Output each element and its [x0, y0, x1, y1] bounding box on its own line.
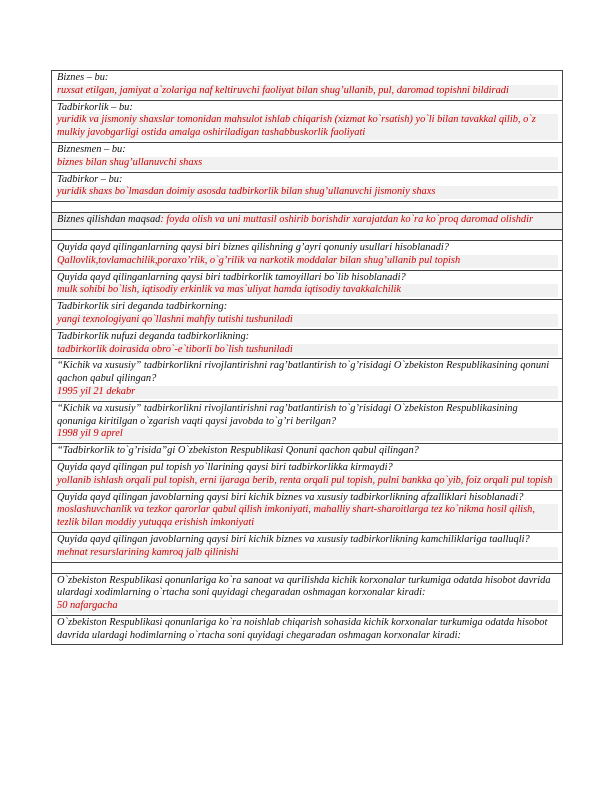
table-row [52, 490, 563, 532]
table-row [52, 100, 563, 142]
answer-text: mehnat resurslarining kamroq jalb qilinishi [57, 547, 558, 560]
question-text: “Kichik va xususiy” tadbirkorlikni rivojlantirishni rag’batlantirish to`g’risidagi O`zbekiston Respublikasining qonuni qachon qabul qilingan? [57, 360, 550, 385]
answer-text: yuridik va jismoniy shaxslar tomonidan mahsulot ishlab chiqarish (xizmat ko`rsatish) yo`li bilan tavakkal qilib, o`z mulkiy javobgarligi ostida amalga oshiriladigan tashabbuskorlik faoliyati [57, 114, 558, 140]
question-text: “Tadbirkorlik to`g’risida”gi O`zbekiston Respublikasi Qonuni qachon qabul qilingan? [57, 445, 419, 457]
answer-text: yollanib ishlash orqali pul topish, erni ijaraga berib, renta orqali pul topish, pulni bankka qo`yib, foiz orqali pul topish [57, 475, 558, 488]
table-row [52, 213, 563, 230]
table-row [52, 401, 563, 443]
question-text: Tadbirkor – bu: [57, 173, 123, 185]
answer-text: mulk sohibi bo`lish, iqtisodiy erkinlik va mas`uliyat hamda iqtisodiy tavakkalchilik [57, 284, 558, 297]
answer-text: yangi texnologiyani qo`llashni mahfiy tutishi tushuniladi [57, 314, 558, 327]
question-text: Quyida qayd qilingan javoblarning qaysi biri kichik biznes va xususiy tadbirkorlikning kamchiliklariga taalluqli? [57, 533, 530, 545]
qa-table [51, 70, 563, 645]
question-text: O`zbekiston Respublikasi qonunlariga ko`ra noishlab chiqarish sohasida kichik korxonalar turkumiga odatda hisobot davrida ulardagi hodimlarning o`rtacha soni quyidagi chegaradan oshmagan korxonalar kiradi: [57, 616, 548, 641]
answer-text: ruxsat etilgan, jamiyat a`zolariga naf keltiruvchi faoliyat bilan shug’ullanib, pul, daromad topishni bildiradi [57, 85, 558, 98]
table-row [52, 71, 563, 101]
answer-text: 1998 yil 9 aprel [57, 428, 558, 441]
answer-text: biznes bilan shug’ullanuvchi shaxs [57, 157, 558, 170]
answer-text: 1995 yil 21 dekabr [57, 386, 558, 399]
table-row [52, 573, 563, 615]
question-text: Biznes – bu: [57, 72, 109, 83]
table-row [52, 444, 563, 461]
table-row [52, 329, 563, 359]
question-text: Quyida qayd qilingan pul topish yo`llarining qaysi biri tadbirkorlikka kirmaydi? [57, 461, 393, 473]
table-row [52, 240, 563, 270]
answer-text: tadbirkorlik doirasida obro`-e`tiborli bo`lish tushuniladi [57, 344, 558, 357]
answer-text: moslashuvchanlik va tezkor qarorlar qabul qilish imkoniyati, mahalliy shart-sharoitlarga tez ko`nikma hosil qilish, tezlik bilan moddiy yutuqqa erishish imkoniyati [57, 504, 558, 530]
question-text: Quyida qayd qilinganlarning qaysi biri biznes qilishning g’ayri qonuniy usullari hisoblanadi? [57, 241, 449, 253]
question-text: Tadbirkorlik siri deganda tadbirkorning: [57, 301, 228, 313]
question-text: Quyida qayd qilinganlarning qaysi biri tadbirkorlik tamoyillari bo`lib hisoblanadi? [57, 271, 406, 283]
answer-text: yuridik shaxs bo`lmasdan doimiy asosda tadbirkorlik bilan shug’ullanuvchi jismoniy shaxs [57, 186, 558, 199]
answer-text: : foyda olish va uni muttasil oshirib borishdir xarajatdan ko`ra ko`proq daromad olishdir [160, 214, 534, 226]
table-row [52, 142, 563, 172]
table-row [52, 532, 563, 562]
table-row [52, 615, 563, 645]
empty-row [52, 562, 563, 573]
answer-text: 50 nafargacha [57, 600, 558, 613]
question-text: “Kichik va xususiy” tadbirkorlikni rivojlantirishni rag’batlantirish to`g’risidagi O`zbekiston Respublikasining qonuniga kiritilgan o`zgarish vaqti qaysi javobda to`g’ri berilgan? [57, 402, 518, 427]
table-row [52, 359, 563, 401]
question-text: O`zbekiston Respublikasi qonunlariga ko`ra sanoat va qurilishda kichik korxonalar turkumiga odatda hisobot davrida ulardagi xodimlarning o`rtacha soni quyidagi chegaradan oshmagan korxonalar kiradi: [57, 574, 551, 599]
question-text: Quyida qayd qilingan javoblarning qaysi biri kichik biznes va xususiy tadbirkorlikning afzalliklari hisoblanadi? [57, 491, 524, 503]
table-row [52, 172, 563, 202]
table-row [52, 300, 563, 330]
table-row [52, 270, 563, 300]
empty-row [52, 202, 563, 213]
answer-text: Qallovlik,tovlamachilik,poraxo’rlik, o`g’rilik va narkotik moddalar bilan shug’ullanib pul topish [57, 255, 558, 268]
question-text: Biznes qilishdan maqsad [57, 214, 161, 226]
table-row [52, 460, 563, 490]
question-text: Tadbirkorlik – bu: [57, 101, 133, 113]
empty-row [52, 229, 563, 240]
question-text: Tadbirkorlik nufuzi deganda tadbirkorlikning: [57, 330, 250, 342]
question-text: Biznesmen – bu: [57, 143, 126, 155]
